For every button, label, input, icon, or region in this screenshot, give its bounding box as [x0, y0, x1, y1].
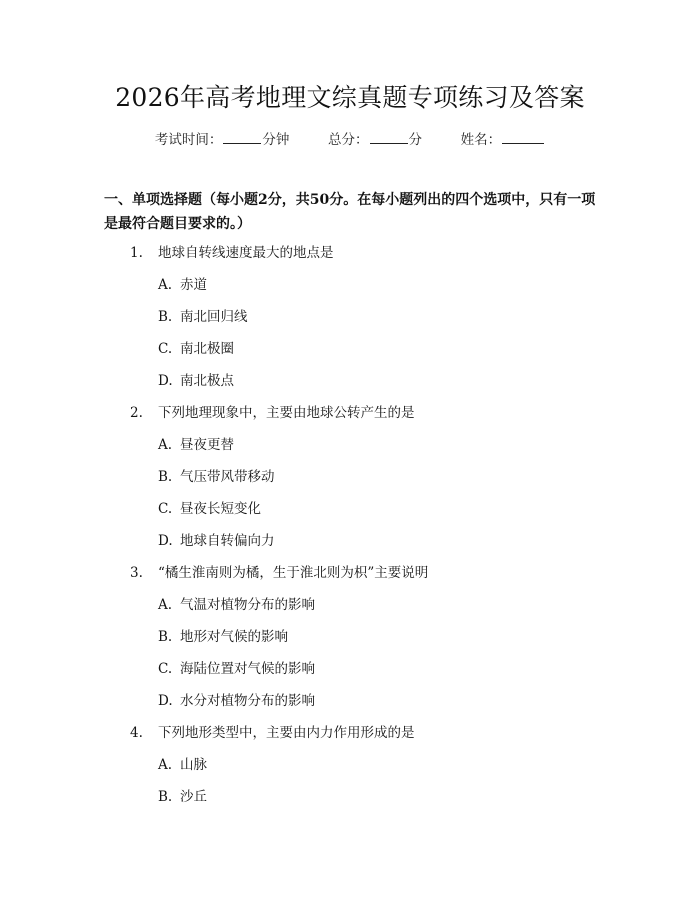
option-letter: D. [158, 373, 173, 389]
question-number: 2. [130, 405, 143, 421]
exam-info-line [0, 130, 700, 150]
option-letter: B. [158, 629, 173, 645]
answer-option [0, 627, 700, 659]
option-text: 南北回归线 [180, 309, 248, 325]
option-letter: A. [158, 437, 173, 453]
question-text: “橘生淮南则为橘，生于淮北则为枳”主要说明 [158, 565, 429, 581]
answer-option [0, 691, 700, 723]
answer-option [0, 435, 700, 467]
total-score-label: 总分： [328, 132, 369, 148]
section-heading: 一、单项选择题（每小题2分，共50分。在每小题列出的四个选项中，只有一项是最符合题目要求的。） [104, 192, 596, 232]
exam-time-field [155, 130, 290, 150]
answer-option [0, 275, 700, 307]
option-text: 赤道 [180, 277, 207, 293]
option-letter: A. [158, 277, 173, 293]
exam-time-unit: 分钟 [262, 132, 290, 148]
answer-option [0, 339, 700, 371]
student-name-blank [502, 130, 544, 144]
option-letter: C. [158, 501, 173, 517]
option-text: 水分对植物分布的影响 [180, 693, 315, 709]
question-number: 3. [130, 565, 143, 581]
option-text: 气压带风带移动 [180, 469, 275, 485]
option-text: 南北极点 [180, 373, 234, 389]
option-letter: D. [158, 693, 173, 709]
option-letter: C. [158, 341, 173, 357]
answer-option [0, 595, 700, 627]
option-letter: B. [158, 469, 173, 485]
total-score-field [328, 130, 422, 150]
option-text: 昼夜更替 [180, 437, 234, 453]
answer-option [0, 371, 700, 403]
option-text: 沙丘 [180, 789, 207, 805]
question-list [0, 243, 700, 819]
total-score-unit: 分 [408, 132, 422, 148]
option-text: 地形对气候的影响 [180, 629, 288, 645]
student-name-label: 姓名： [460, 132, 502, 148]
option-text: 昼夜长短变化 [180, 501, 261, 517]
option-text: 山脉 [180, 757, 207, 773]
page-title: 2026年高考地理文综真题专项练习及答案 [115, 83, 585, 112]
exam-time-label: 考试时间： [154, 132, 223, 148]
option-letter: C. [158, 661, 173, 677]
option-letter: B. [158, 789, 173, 805]
question-text: 下列地理现象中，主要由地球公转产生的是 [158, 405, 415, 421]
option-letter: D. [158, 533, 173, 549]
answer-option [0, 755, 700, 787]
option-text: 气温对植物分布的影响 [180, 597, 315, 613]
question-stem [0, 243, 700, 275]
answer-option [0, 787, 700, 819]
question-number: 1. [130, 245, 143, 261]
option-letter: A. [158, 597, 173, 613]
question-stem [0, 563, 700, 595]
answer-option [0, 659, 700, 691]
total-score-blank [370, 130, 408, 144]
answer-option [0, 307, 700, 339]
option-letter: A. [158, 757, 173, 773]
answer-option [0, 499, 700, 531]
exam-time-blank [223, 130, 261, 144]
answer-option [0, 467, 700, 499]
option-text: 地球自转偏向力 [180, 533, 275, 549]
option-letter: B. [158, 309, 173, 325]
question-stem [0, 403, 700, 435]
question-stem [0, 723, 700, 755]
student-name-field [461, 130, 546, 150]
question-number: 4. [130, 725, 143, 741]
answer-option [0, 531, 700, 563]
option-text: 海陆位置对气候的影响 [180, 661, 315, 677]
option-text: 南北极圈 [180, 341, 234, 357]
question-text: 下列地形类型中，主要由内力作用形成的是 [158, 725, 415, 741]
question-text: 地球自转线速度最大的地点是 [158, 245, 334, 261]
